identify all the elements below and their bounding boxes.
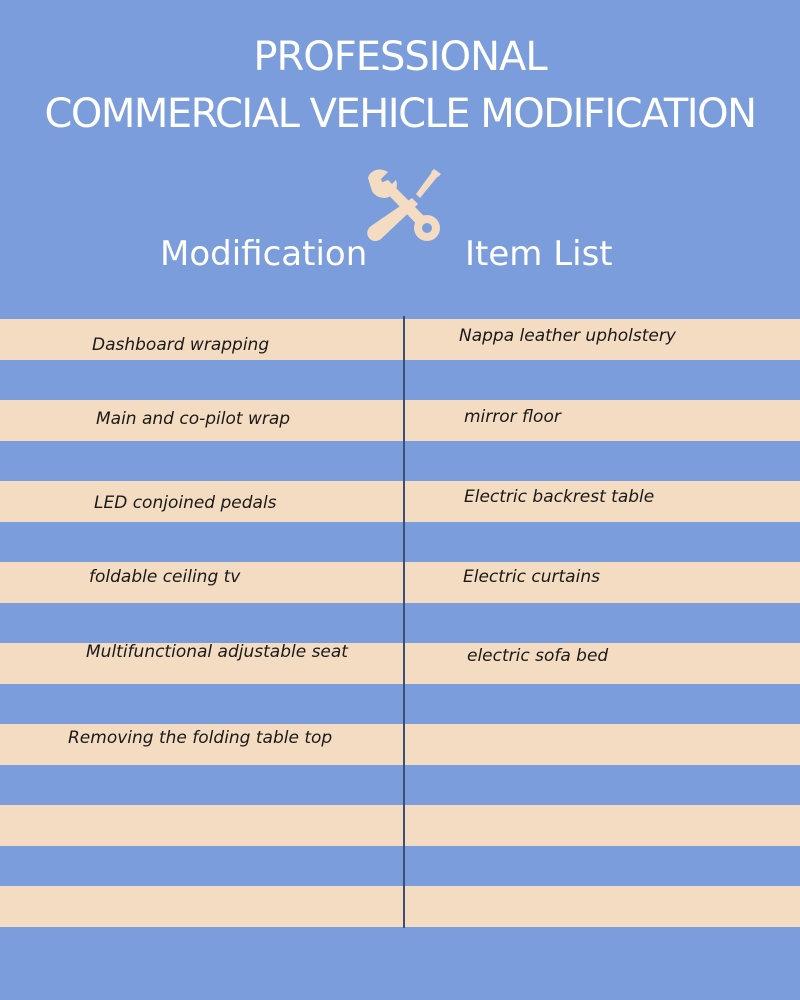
title-line-1: PROFESSIONAL: [253, 34, 547, 80]
item-list-item: Nappa leather upholstery: [459, 326, 676, 346]
modification-item: LED conjoined pedals: [94, 493, 277, 513]
item-list-item: Electric backrest table: [464, 487, 655, 507]
table-row: [0, 805, 800, 846]
title-line-2: COMMERCIAL VEHICLE MODIFICATION: [44, 91, 756, 137]
column-divider: [403, 316, 405, 928]
column-heading-modification: Modification: [160, 234, 368, 274]
modification-item: foldable ceiling tv: [89, 567, 241, 587]
table-row: [0, 886, 800, 927]
item-list-item: Electric curtains: [463, 567, 600, 587]
column-heading-item-list: Item List: [465, 234, 613, 274]
modification-item: Multifunctional adjustable seat: [86, 642, 348, 662]
modification-item: Removing the folding table top: [68, 728, 333, 748]
modification-item: Dashboard wrapping: [92, 335, 270, 355]
item-list-item: electric sofa bed: [467, 646, 609, 666]
modification-item: Main and co-pilot wrap: [96, 409, 291, 429]
wrench-screwdriver-icon: [364, 168, 442, 244]
item-list-item: mirror floor: [464, 407, 561, 427]
